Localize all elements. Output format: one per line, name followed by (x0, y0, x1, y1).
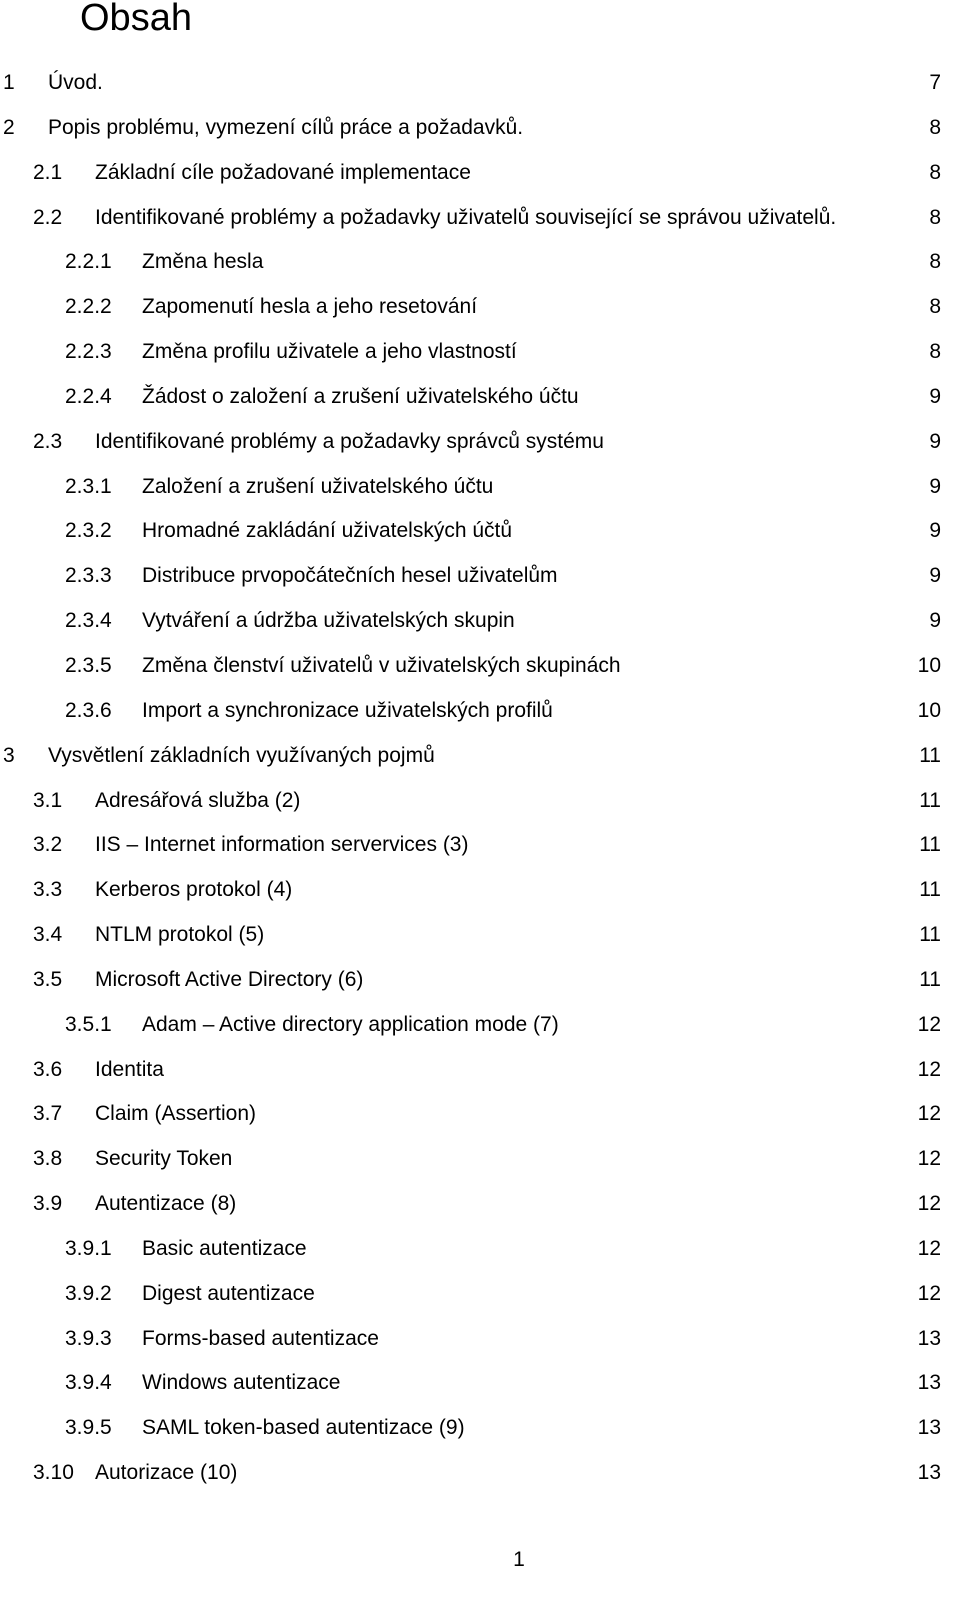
toc-entry-page: 11 (919, 878, 941, 902)
toc-entry-number: 3.9.1 (65, 1236, 112, 1260)
toc-entry-number: 2.3.2 (65, 519, 112, 543)
toc-entry-number: 3.3 (33, 878, 63, 902)
toc-entry-number: 1 (3, 71, 15, 94)
toc-entry-title[interactable]: Změna hesla (142, 250, 264, 274)
toc-entry-number: 2.3.1 (65, 474, 112, 498)
toc-entry[interactable] (0, 240, 960, 285)
toc-entry[interactable] (0, 599, 960, 644)
toc-entry-page: 9 (929, 519, 941, 543)
toc-entry-title[interactable]: NTLM protokol (5) (95, 923, 265, 947)
toc-entry-title[interactable]: Kerberos protokol (4) (95, 878, 293, 902)
toc-entry[interactable] (0, 375, 960, 420)
toc-entry[interactable] (0, 1361, 960, 1406)
toc-entry-title[interactable]: Forms-based autentizace (142, 1326, 379, 1350)
toc-entry-title[interactable]: Změna členství uživatelů v uživatelských skupinách (142, 653, 621, 677)
toc-entry-number: 3.5.1 (65, 1012, 112, 1036)
toc-entry-title[interactable]: Úvod. (48, 71, 103, 94)
toc-entry[interactable] (0, 509, 960, 554)
toc-entry-title[interactable]: Zapomenutí hesla a jeho resetování (142, 295, 478, 319)
toc-entry-number: 2.2 (33, 205, 63, 229)
toc-entry-title[interactable]: Vysvětlení základních využívaných pojmů (48, 743, 435, 767)
toc-entry[interactable] (0, 465, 960, 510)
toc-entry-page: 12 (917, 1192, 941, 1216)
toc-entry-title[interactable]: Změna profilu uživatele a jeho vlastností (142, 340, 517, 364)
toc-entry-title[interactable]: Popis problému, vymezení cílů práce a požadavků. (48, 115, 524, 139)
toc-entry-page: 11 (919, 967, 941, 991)
toc-entry-page: 12 (917, 1057, 941, 1081)
toc-entry-title[interactable]: Základní cíle požadované implementace (95, 160, 471, 184)
toc-entry-number: 2.3.6 (65, 698, 112, 722)
toc-entry-title[interactable]: Identifikované problémy a požadavky správců systému (95, 429, 604, 453)
toc-entry-page: 8 (929, 250, 941, 274)
toc-entry-title[interactable]: Security Token (95, 1147, 233, 1171)
toc-entry-title[interactable]: Identifikované problémy a požadavky uživatelů související se správou uživatelů. (95, 205, 837, 229)
toc-entry-number: 2.2.2 (65, 295, 112, 319)
toc-entry-number: 3.9.5 (65, 1416, 112, 1440)
toc-entry[interactable] (0, 196, 960, 241)
toc-entry[interactable] (0, 1451, 960, 1496)
toc-entry-page: 8 (929, 160, 941, 184)
toc-entry-number: 3.5 (33, 967, 63, 991)
toc-entry[interactable] (0, 106, 960, 151)
toc-entry[interactable] (0, 151, 960, 196)
toc-entry-number: 3.10 (33, 1461, 74, 1485)
toc-entry-title[interactable]: Microsoft Active Directory (6) (95, 967, 364, 991)
toc-entry-number: 2.3.5 (65, 653, 112, 677)
toc-entry-number: 3.6 (33, 1057, 63, 1081)
toc-entry[interactable] (0, 1227, 960, 1272)
toc-entry-page: 9 (929, 429, 941, 453)
toc-entry-page: 13 (917, 1461, 941, 1485)
table-of-contents (0, 61, 960, 1496)
toc-entry-page: 13 (917, 1326, 941, 1350)
toc-entry[interactable] (0, 958, 960, 1003)
toc-entry-title[interactable]: SAML token-based autentizace (9) (142, 1416, 465, 1440)
toc-entry[interactable] (0, 330, 960, 375)
toc-entry-title[interactable]: IIS – Internet information servervices (3) (95, 833, 469, 857)
toc-entry-number: 3.7 (33, 1102, 63, 1126)
toc-entry-page: 8 (929, 340, 941, 364)
toc-entry-number: 3.9 (33, 1192, 63, 1216)
page-number: 1 (513, 1548, 525, 1571)
toc-entry-number: 3.9.3 (65, 1326, 112, 1350)
toc-entry-page: 10 (917, 653, 941, 677)
toc-entry-number: 2.3.3 (65, 564, 112, 588)
toc-entry-title[interactable]: Hromadné zakládání uživatelských účtů (142, 519, 513, 543)
toc-entry-number: 2.3 (33, 429, 63, 453)
toc-entry-title[interactable]: Adresářová služba (2) (95, 788, 301, 812)
toc-entry-page: 12 (917, 1147, 941, 1171)
toc-entry-number: 3.9.2 (65, 1281, 112, 1305)
toc-entry-number: 2.2.4 (65, 384, 112, 408)
toc-entry-number: 3.1 (33, 788, 63, 812)
toc-entry-page: 11 (919, 743, 941, 767)
toc-entry-title[interactable]: Adam – Active directory application mode (7) (142, 1012, 559, 1036)
toc-entry-page: 13 (917, 1371, 941, 1395)
toc-entry[interactable] (0, 1137, 960, 1182)
toc-entry[interactable] (0, 1092, 960, 1137)
toc-entry[interactable] (0, 420, 960, 465)
toc-entry-number: 2.3.4 (65, 609, 112, 633)
toc-entry[interactable] (0, 1317, 960, 1362)
toc-entry-number: 3.2 (33, 833, 63, 857)
toc-entry-number: 3.4 (33, 923, 63, 947)
toc-entry[interactable] (0, 1406, 960, 1451)
toc-entry-page: 9 (929, 474, 941, 498)
toc-entry-page: 7 (929, 71, 941, 94)
toc-entry-number: 2.2.3 (65, 340, 112, 364)
toc-entry-title[interactable]: Digest autentizace (142, 1281, 315, 1305)
toc-entry-page: 9 (929, 564, 941, 588)
toc-heading: Obsah (80, 0, 192, 39)
toc-entry-title[interactable]: Žádost o založení a zrušení uživatelského účtu (142, 384, 579, 408)
toc-entry-page: 9 (929, 384, 941, 408)
toc-entry-page: 11 (919, 833, 941, 857)
toc-entry-page: 12 (917, 1236, 941, 1260)
toc-entry-number: 3 (3, 743, 15, 767)
toc-entry-page: 8 (929, 205, 941, 229)
toc-entry[interactable] (0, 644, 960, 689)
toc-entry-page: 9 (929, 609, 941, 633)
toc-entry-page: 12 (917, 1102, 941, 1126)
toc-entry-page: 8 (929, 295, 941, 319)
toc-entry-title[interactable]: Identita (95, 1057, 164, 1081)
toc-entry-page: 11 (919, 923, 941, 947)
toc-entry[interactable] (0, 868, 960, 913)
toc-entry-title[interactable]: Windows autentizace (142, 1371, 341, 1395)
toc-entry-title[interactable]: Claim (Assertion) (95, 1102, 257, 1126)
toc-entry-page: 8 (929, 115, 941, 139)
toc-entry[interactable] (0, 689, 960, 734)
toc-entry[interactable] (0, 1182, 960, 1227)
toc-entry-title[interactable]: Vytváření a údržba uživatelských skupin (142, 609, 515, 633)
toc-entry[interactable] (0, 1272, 960, 1317)
toc-entry-title[interactable]: Basic autentizace (142, 1236, 307, 1260)
toc-entry-title[interactable]: Import a synchronizace uživatelských profilů (142, 698, 553, 722)
toc-entry-page: 10 (917, 698, 941, 722)
toc-entry[interactable] (0, 61, 960, 106)
toc-entry[interactable] (0, 1003, 960, 1048)
toc-entry-title[interactable]: Distribuce prvopočátečních hesel uživatelům (142, 564, 558, 588)
toc-entry[interactable] (0, 554, 960, 599)
toc-entry[interactable] (0, 823, 960, 868)
toc-entry-number: 2 (3, 115, 15, 139)
toc-entry-number: 3.9.4 (65, 1371, 112, 1395)
toc-entry[interactable] (0, 734, 960, 779)
toc-entry-number: 3.8 (33, 1147, 63, 1171)
toc-entry-title[interactable]: Autorizace (10) (95, 1461, 238, 1485)
toc-entry-page: 11 (919, 788, 941, 812)
toc-entry-title[interactable]: Založení a zrušení uživatelského účtu (142, 474, 494, 498)
toc-entry[interactable] (0, 779, 960, 824)
toc-entry[interactable] (0, 1048, 960, 1093)
toc-entry[interactable] (0, 285, 960, 330)
toc-entry[interactable] (0, 913, 960, 958)
toc-entry-number: 2.2.1 (65, 250, 112, 274)
toc-entry-title[interactable]: Autentizace (8) (95, 1192, 237, 1216)
toc-entry-number: 2.1 (33, 160, 63, 184)
toc-entry-page: 12 (917, 1281, 941, 1305)
toc-entry-page: 12 (917, 1012, 941, 1036)
toc-entry-page: 13 (917, 1416, 941, 1440)
